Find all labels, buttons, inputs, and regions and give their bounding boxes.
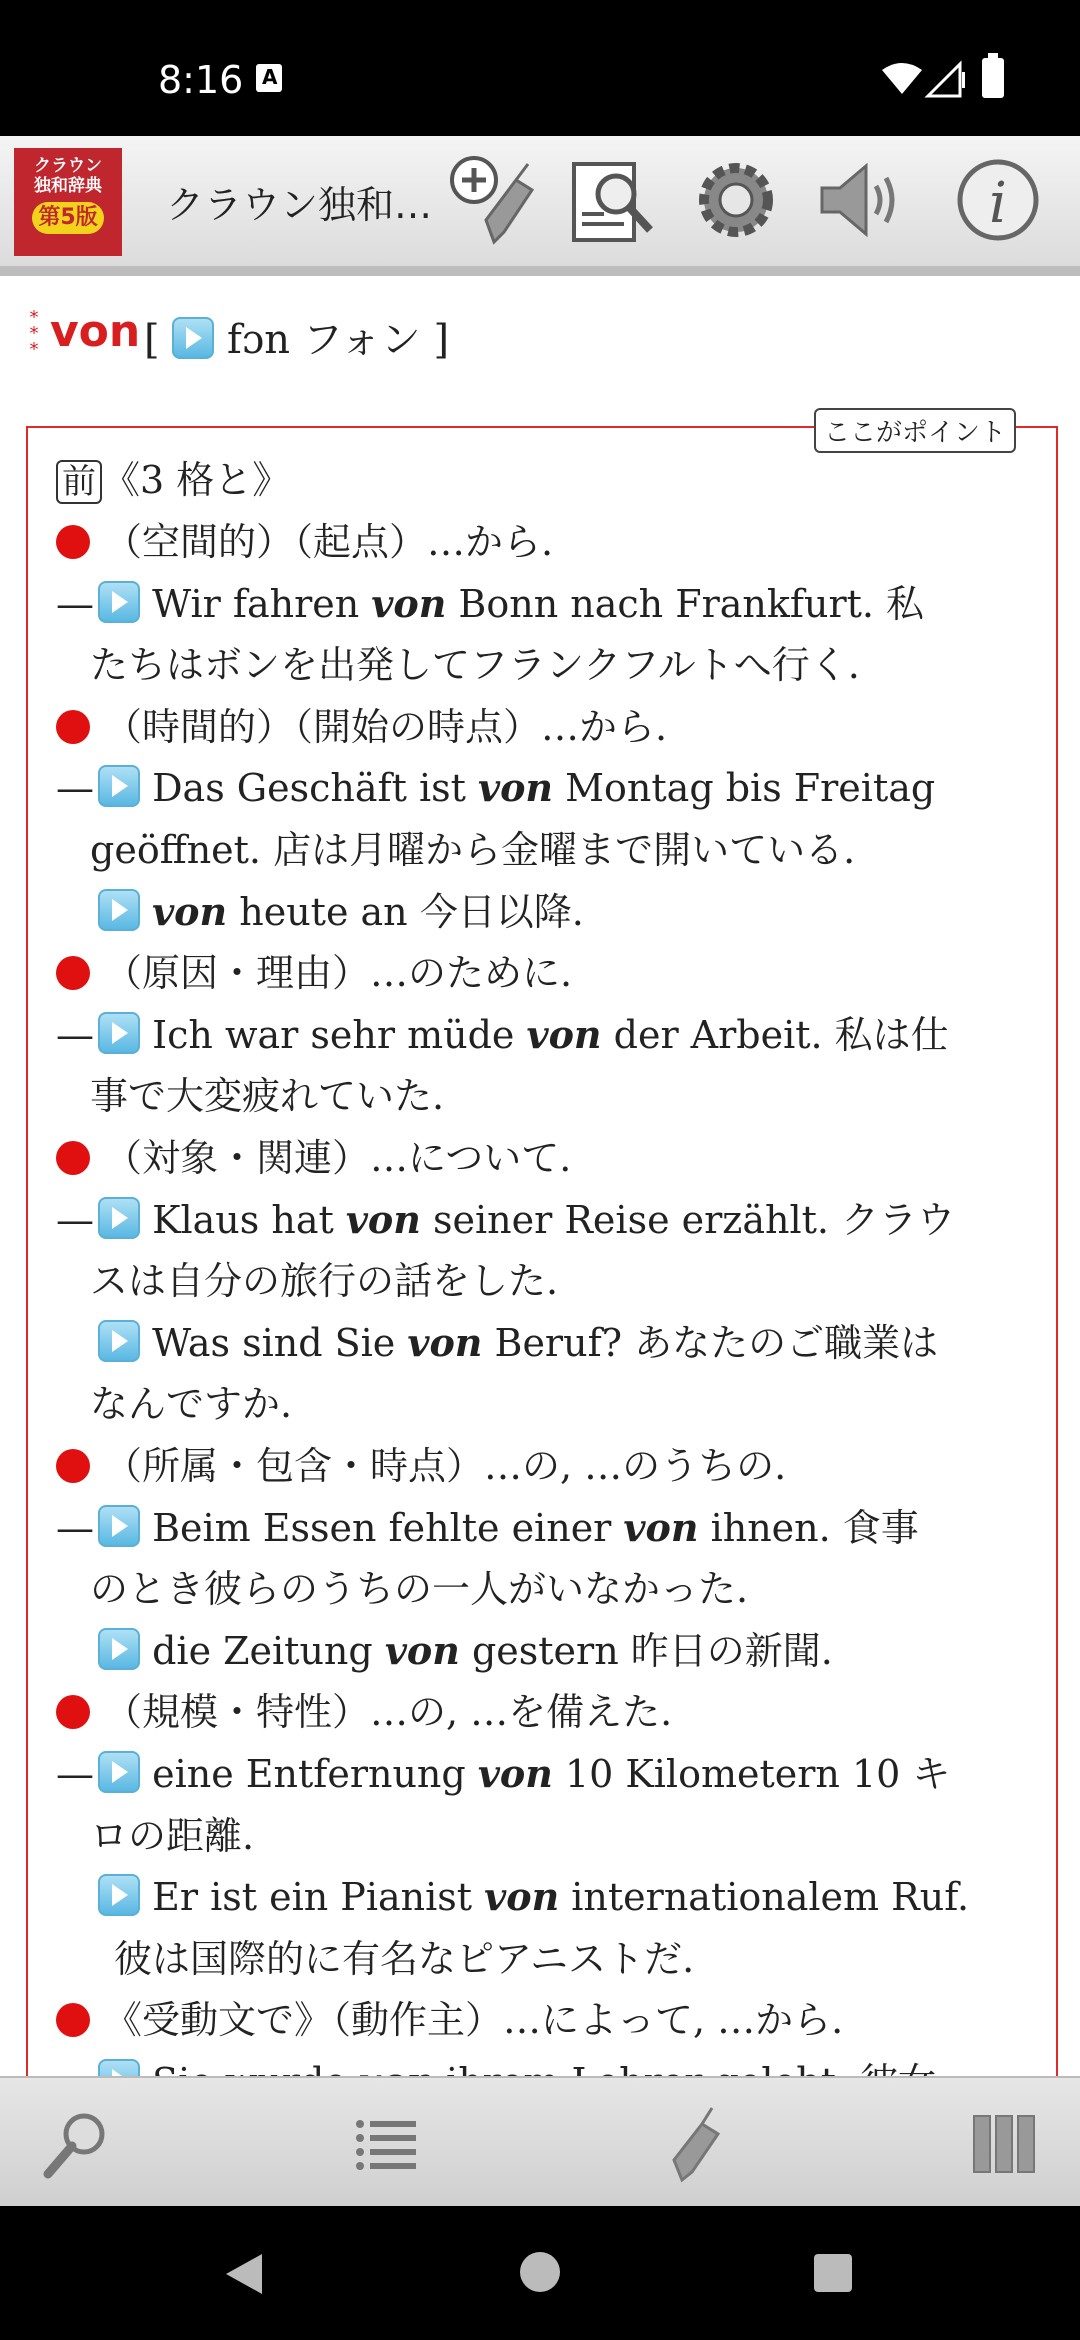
sense-text: （時間的）（開始の時点）…から.: [104, 705, 668, 749]
play-audio-icon[interactable]: [98, 581, 140, 623]
status-time: 8:16: [158, 58, 244, 102]
example-dash: —: [56, 1506, 94, 1550]
logo-edition: 第5版: [32, 202, 103, 234]
sense-text: （所属・包含・時点）…の, …のうちの.: [104, 1444, 787, 1488]
pron-kana: フォン: [302, 317, 421, 363]
continuation-line: たちはボンを出発してフランクフルトへ行く.: [90, 643, 860, 687]
app-toolbar: [0, 136, 1080, 276]
example-line: [56, 1867, 969, 1927]
sense-bullet-icon: [56, 525, 90, 559]
sense-text: （原因・理由）…のために.: [104, 951, 573, 995]
continuation-line: スは自分の旅行の話をした.: [90, 1259, 559, 1303]
point-label[interactable]: ここがポイント: [814, 408, 1016, 453]
sense-line: [56, 1990, 843, 2050]
svg-text:i: i: [989, 171, 1007, 236]
example-line: [56, 574, 924, 634]
example-dash: —: [56, 1752, 94, 1796]
sense-line: [56, 1436, 786, 1496]
pos-line: [56, 450, 290, 510]
example-dash: —: [56, 766, 94, 810]
dictionary-logo[interactable]: [14, 148, 122, 256]
battery-icon: [982, 58, 1004, 98]
example-text-post: Montag bis Freitag: [553, 766, 936, 810]
example-keyword: von: [484, 1874, 560, 1919]
importance-stars: * * *: [29, 307, 39, 360]
dictionary-title[interactable]: クラウン独和…: [166, 183, 433, 227]
example-keyword: von: [407, 1320, 483, 1365]
sense-bullet-icon: [56, 1141, 90, 1175]
pronunciation: [144, 308, 449, 365]
pron-ipa: fɔn: [227, 317, 291, 363]
bottom-toolbar: [0, 2076, 1080, 2208]
sense-line: [56, 697, 667, 757]
add-bookmark-icon[interactable]: [446, 150, 546, 250]
example-line: [56, 758, 935, 818]
play-audio-icon[interactable]: [98, 889, 140, 931]
continuation-line: のとき彼らのうちの一人がいなかった.: [90, 1567, 749, 1611]
sense-bullet-icon: [56, 2003, 90, 2037]
example-keyword: von: [384, 1628, 460, 1673]
example-keyword: von: [152, 889, 228, 934]
point-box: [26, 418, 1058, 2130]
sense-text: 《受動文で》（動作主）…によって, …から.: [104, 1998, 844, 2042]
example-line: [56, 1498, 919, 1558]
play-audio-icon[interactable]: [98, 1874, 140, 1916]
recents-icon[interactable]: [812, 2252, 854, 2294]
example-text-pre: Er ist ein Pianist: [152, 1875, 485, 1919]
example-text-post: internationalem Ruf.: [559, 1875, 970, 1919]
example-text-post: heute an 今日以降.: [227, 890, 584, 934]
home-icon[interactable]: [518, 2250, 562, 2294]
sense-text: （対象・関連）…について.: [104, 1136, 572, 1180]
headword: von: [50, 306, 141, 357]
example-text-post: der Arbeit. 私は仕: [601, 1013, 949, 1057]
sense-bullet-icon: [56, 710, 90, 744]
search-icon[interactable]: [38, 2104, 118, 2184]
case-note: 《3 格と》: [102, 458, 291, 502]
speaker-icon[interactable]: [810, 150, 910, 250]
status-bar: [0, 0, 1080, 136]
logo-line2: 独和辞典: [34, 176, 102, 196]
continuation-line: ロの距離.: [90, 1814, 255, 1858]
play-audio-icon[interactable]: [98, 1628, 140, 1670]
example-dash: —: [56, 1013, 94, 1057]
example-keyword: von: [526, 1012, 602, 1057]
play-audio-icon[interactable]: [98, 1505, 140, 1547]
example-dash: —: [56, 582, 94, 626]
example-keyword: von: [477, 1751, 553, 1796]
play-audio-icon[interactable]: [172, 317, 214, 359]
example-text-pre: Ich war sehr müde: [152, 1013, 527, 1057]
example-text-post: seiner Reise erzählt. クラウ: [420, 1198, 956, 1242]
example-keyword: von: [345, 1197, 421, 1242]
play-audio-icon[interactable]: [98, 1751, 140, 1793]
example-text-post: Beruf? あなたのご職業は: [482, 1321, 939, 1365]
sense-bullet-icon: [56, 1695, 90, 1729]
part-of-speech: 前: [56, 460, 102, 504]
gear-icon[interactable]: [686, 150, 786, 250]
pron-open: [: [144, 317, 160, 363]
example-text-post: gestern 昨日の新聞.: [459, 1629, 833, 1673]
play-audio-icon[interactable]: [98, 1197, 140, 1239]
play-audio-icon[interactable]: [98, 1320, 140, 1362]
info-icon[interactable]: [948, 150, 1048, 250]
continuation-line: geöffnet. 店は月曜から金曜まで開いている.: [90, 828, 856, 872]
notification-icon: [256, 64, 282, 92]
sense-line: [56, 512, 553, 572]
entry-content[interactable]: [0, 276, 1080, 2076]
continuation-line: 彼は国際的に有名なピアニストだ.: [114, 1937, 695, 1981]
example-line: [56, 1744, 950, 1804]
example-text-pre: Wir fahren: [152, 582, 372, 626]
sense-line: [56, 1682, 672, 1742]
example-line: [56, 1190, 955, 1250]
sense-line: [56, 943, 572, 1003]
navigation-bar: [0, 2206, 1080, 2340]
columns-icon[interactable]: [966, 2104, 1046, 2184]
example-text-post: ihnen. 食事: [698, 1506, 919, 1550]
list-icon[interactable]: [346, 2104, 426, 2184]
example-keyword: von: [477, 765, 554, 810]
example-text-pre: Das Geschäft ist: [152, 766, 478, 810]
continuation-line: 事で大変疲れていた.: [90, 1074, 445, 1118]
pron-close: ]: [433, 317, 450, 363]
example-keyword: von: [623, 1505, 699, 1550]
sense-bullet-icon: [56, 956, 90, 990]
sense-bullet-icon: [56, 1449, 90, 1483]
example-text-pre: Was sind Sie: [152, 1321, 408, 1365]
wifi-icon: [882, 62, 922, 96]
back-icon[interactable]: [222, 2250, 266, 2298]
bookmark-icon[interactable]: [660, 2104, 740, 2184]
play-audio-icon[interactable]: [98, 1012, 140, 1054]
example-text-pre: Klaus hat: [152, 1198, 346, 1242]
logo-line1: クラウン: [34, 156, 102, 176]
example-text-post: 10 Kilometern 10 キ: [552, 1752, 951, 1796]
sense-line: [56, 1128, 571, 1188]
search-page-icon[interactable]: [564, 150, 664, 250]
example-line: [56, 1313, 938, 1373]
sense-text: （規模・特性）…の, …を備えた.: [104, 1690, 673, 1734]
example-text-post: Bonn nach Frankfurt. 私: [446, 582, 925, 626]
example-line: [56, 1005, 949, 1065]
example-text-pre: die Zeitung: [152, 1629, 385, 1673]
continuation-line: なんですか.: [90, 1382, 293, 1426]
example-keyword: von: [371, 581, 447, 626]
example-dash: —: [56, 1198, 94, 1242]
cellular-icon: [926, 62, 966, 98]
example-text-pre: Beim Essen fehlte einer: [152, 1506, 624, 1550]
play-audio-icon[interactable]: [98, 765, 140, 807]
sense-text: （空間的）（起点）…から.: [104, 520, 554, 564]
example-text-pre: eine Entfernung: [152, 1752, 478, 1796]
example-line: [56, 1621, 833, 1681]
example-line: [56, 882, 584, 942]
